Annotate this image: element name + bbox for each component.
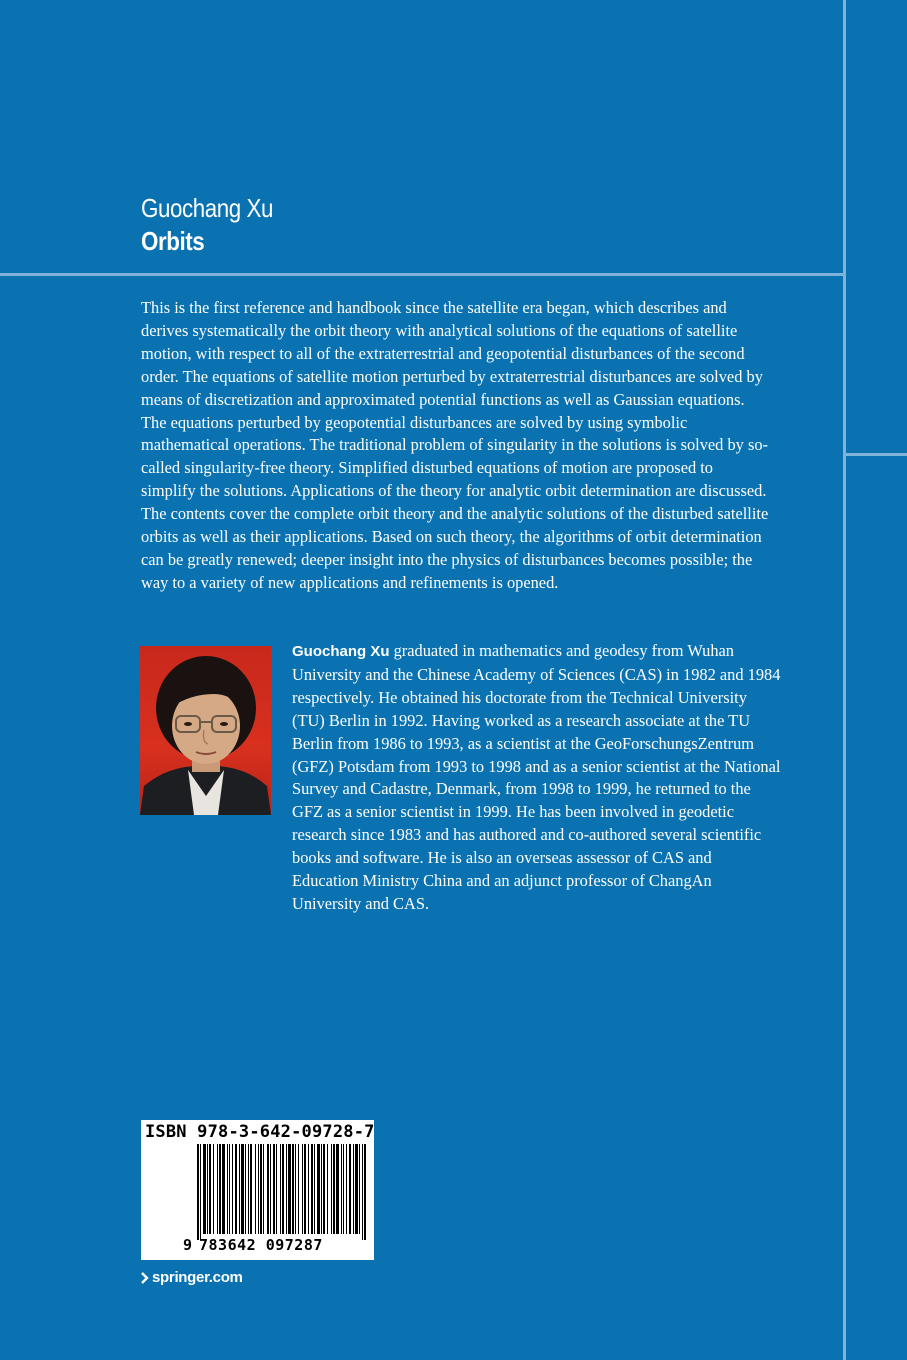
bio-text: graduated in mathematics and geodesy from Wuhan University and the Chinese Academy of Sciences (CAS) in 1982 and 1984 respectively. He obtained his doctorate from the Technical University (TU) Berlin in 1992. Having worked as a research associate at the TU Berlin from 1986 to 1993, as a scientist at the GeoForschungsZentrum (GFZ) Potsdam from 1993 to 1998 and as a senior scientist at the National Survey and Cadastre, Denmark, from 1998 to 1999, he returned to the GFZ as a senior scientist in 1999. He has been involved in geodetic research since 1983 and has authored and co-authored several scientific books and software. He is also an overseas assessor of CAS and Education Ministry China and an adjunct professor of ChangAn University and CAS. bbox=[292, 641, 781, 913]
barcode-bar bbox=[362, 1144, 363, 1240]
barcode-bar bbox=[273, 1144, 275, 1234]
barcode-bar bbox=[258, 1144, 259, 1234]
barcode-bar bbox=[288, 1144, 291, 1234]
spine-rule bbox=[846, 453, 907, 456]
isbn-label: ISBN 978-3-642-09728-7 bbox=[145, 1122, 375, 1142]
barcode-bar bbox=[209, 1144, 211, 1234]
barcode-bar bbox=[197, 1144, 199, 1240]
barcode-bar bbox=[255, 1144, 256, 1234]
barcode-bars bbox=[141, 1144, 374, 1240]
spine-divider bbox=[843, 0, 846, 1360]
barcode-bar bbox=[321, 1144, 322, 1234]
barcode-bar bbox=[235, 1144, 237, 1234]
barcode-bar bbox=[267, 1144, 269, 1234]
barcode-bar bbox=[260, 1144, 262, 1234]
author-portrait-image bbox=[140, 646, 271, 815]
barcode-bar bbox=[250, 1144, 252, 1234]
barcode-bar bbox=[314, 1144, 315, 1234]
barcode-bar bbox=[276, 1144, 277, 1234]
barcode-bar bbox=[232, 1144, 233, 1234]
barcode-bar bbox=[207, 1144, 208, 1234]
barcode-bar bbox=[241, 1144, 244, 1234]
author-biography bbox=[292, 640, 782, 916]
barcode-bar bbox=[219, 1144, 221, 1234]
barcode-bar bbox=[217, 1144, 218, 1234]
barcode-bar bbox=[203, 1144, 206, 1234]
barcode-bar bbox=[311, 1144, 313, 1234]
barcode-bar bbox=[343, 1144, 344, 1234]
barcode-bar bbox=[359, 1144, 360, 1234]
publisher-link[interactable] bbox=[141, 1269, 243, 1286]
barcode-bar bbox=[317, 1144, 320, 1234]
barcode-bar bbox=[327, 1144, 328, 1234]
barcode-bar bbox=[229, 1144, 230, 1234]
barcode-bar bbox=[336, 1144, 339, 1234]
barcode-bar bbox=[222, 1144, 225, 1234]
barcode-bar bbox=[302, 1144, 303, 1234]
publisher-link-label: springer.com bbox=[152, 1269, 243, 1286]
barcode-bar bbox=[364, 1144, 366, 1240]
barcode-bar bbox=[333, 1144, 335, 1234]
barcode-bar bbox=[239, 1144, 240, 1234]
bio-author-name: Guochang Xu bbox=[292, 643, 390, 660]
barcode-bar bbox=[263, 1144, 264, 1234]
barcode-bar bbox=[282, 1144, 284, 1234]
barcode-bar bbox=[270, 1144, 271, 1234]
barcode-bar bbox=[295, 1144, 296, 1234]
author-name: Guochang Xu bbox=[141, 193, 274, 223]
barcode-bar bbox=[200, 1144, 201, 1240]
isbn-barcode bbox=[141, 1120, 374, 1260]
ean-first-digit: 9 bbox=[183, 1236, 193, 1254]
barcode-bar bbox=[341, 1144, 342, 1234]
barcode-bar bbox=[280, 1144, 281, 1234]
barcode-bar bbox=[353, 1144, 354, 1234]
chevron-right-icon bbox=[141, 1272, 149, 1284]
barcode-bar bbox=[346, 1144, 347, 1234]
header-rule bbox=[0, 273, 843, 276]
barcode-bar bbox=[227, 1144, 228, 1234]
barcode-bar bbox=[331, 1144, 332, 1234]
book-description: This is the first reference and handbook since the satellite era began, which describes and derives systematically the orbit theory with analytical solutions of the equations of satellite motion, with respect to all of the extraterrestrial and geopotential disturbances of the second order. The equations of satellite motion perturbed by extraterrestrial disturbances are solved by means of discretization and approximated potential functions as well as Gaussian equations. The equations perturbed by geopotential disturbances are solved by using symbolic mathematical operations. The traditional problem of singularity in the solutions is solved by so-called singularity-free theory. Simplified disturbed equations of motion are proposed to simplify the solutions. Applications of the theory for analytic orbit determination are discussed. The contents cover the complete orbit theory and the analytic solutions of the disturbed satellite orbits as well as their applications. Based on such theory, the algorithms of orbit determination can be greatly renewed; deeper insight into the physics of disturbances becomes possible; the way to a variety of new applications and refinements is opened. bbox=[141, 298, 769, 592]
barcode-bar bbox=[323, 1144, 325, 1234]
ean-digits bbox=[141, 1236, 374, 1258]
book-title: Orbits bbox=[141, 226, 205, 256]
barcode-bar bbox=[298, 1144, 299, 1234]
author-photo bbox=[140, 646, 271, 815]
barcode-bar bbox=[304, 1144, 306, 1234]
barcode-bar bbox=[308, 1144, 309, 1234]
barcode-bar bbox=[292, 1144, 294, 1234]
barcode-bar bbox=[245, 1144, 246, 1234]
barcode-bar bbox=[213, 1144, 214, 1234]
barcode-bar bbox=[286, 1144, 287, 1234]
barcode-bar bbox=[248, 1144, 249, 1234]
barcode-bar bbox=[349, 1144, 351, 1234]
ean-remaining-digits: 783642 097287 bbox=[199, 1236, 323, 1254]
barcode-bar bbox=[355, 1144, 358, 1234]
